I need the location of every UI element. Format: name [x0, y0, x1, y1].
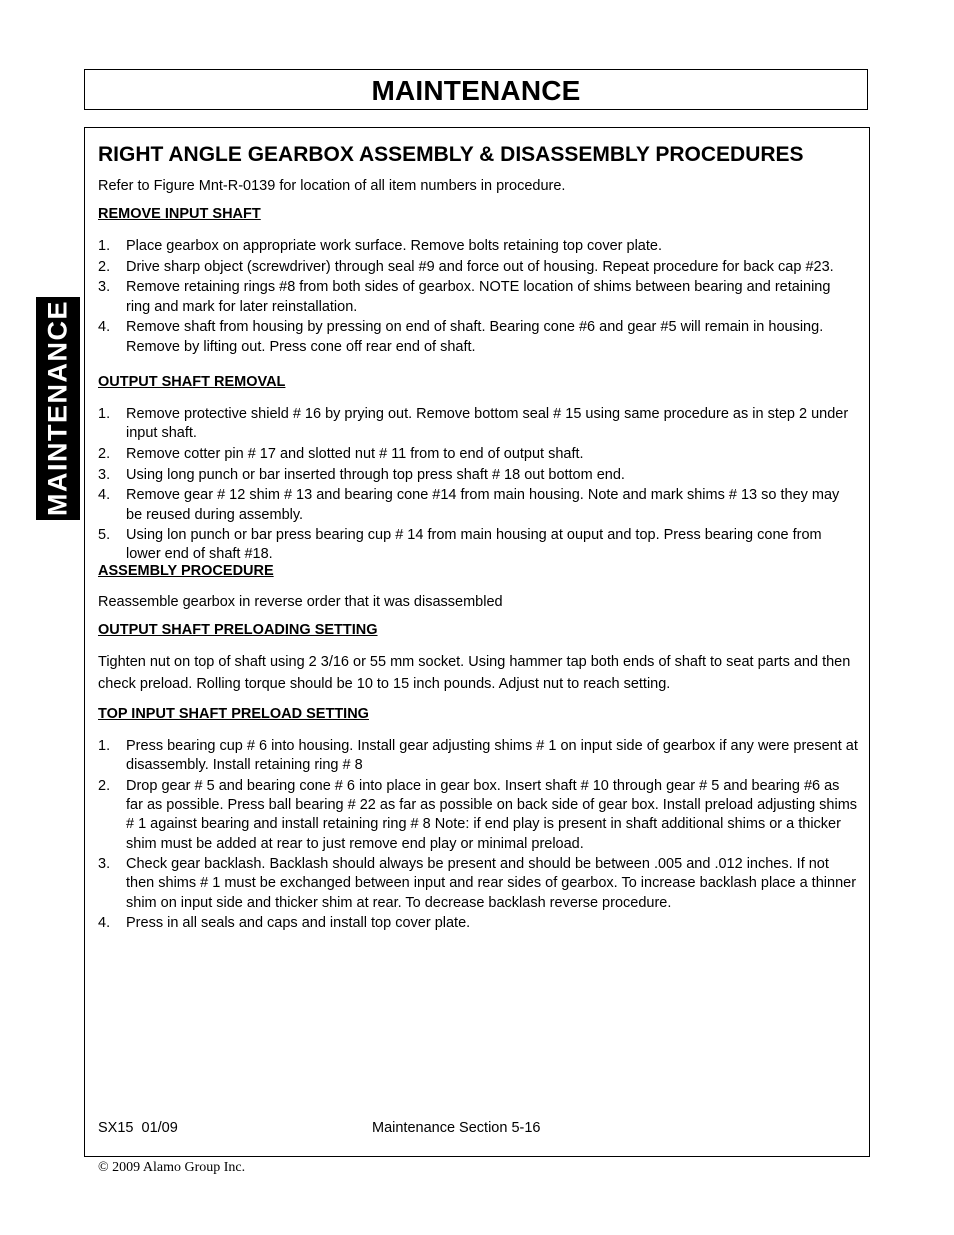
step-text: Using lon punch or bar press bearing cup # 14 from main housing at ouput and top. Press bearing cone from lower end of shaft #18. [126, 527, 822, 563]
footer-section-page: Maintenance Section 5-16 [372, 1120, 541, 1136]
list-item [98, 237, 858, 256]
step-number: 4. [98, 319, 111, 336]
step-number: 3. [98, 466, 111, 483]
step-number: 4. [98, 487, 111, 504]
step-text: Remove cotter pin # 17 and slotted nut # 11 from to end of output shaft. [126, 445, 584, 462]
step-text: Using long punch or bar inserted through top press shaft # 18 out bottom end. [126, 466, 625, 483]
list-item [98, 466, 858, 485]
step-text: Remove shaft from housing by pressing on end of shaft. Bearing cone #6 and gear #5 will remain in housing. Remove by lifting out. Press cone off rear end of shaft. [126, 319, 824, 355]
step-text: Remove protective shield # 16 by prying out. Remove bottom seal # 15 using same procedure as in step 2 under input shaft. [126, 406, 849, 442]
step-text: Check gear backlash. Backlash should always be present and should be between .005 and .012 inches. If not then shims # 1 must be exchanged between input and rear sides of gearbox. To increase backlash place a thinner shim on input side and thicker shim at rear. To decrease backlash reverse procedure. [126, 856, 857, 911]
intro-text: Refer to Figure Mnt-R-0139 for location of all item numbers in procedure. [98, 178, 566, 194]
step-text: Drive sharp object (screwdriver) through seal #9 and force out of housing. Repeat procedure for back cap #23. [126, 258, 834, 275]
top-input-shaft-preload-heading: TOP INPUT SHAFT PRELOAD SETTING [98, 706, 369, 722]
step-number: 5. [98, 527, 111, 544]
list-item [98, 855, 858, 913]
list-item [98, 445, 858, 464]
assembly-procedure-text: Reassemble gearbox in reverse order that it was disassembled [98, 594, 503, 610]
step-text: Press in all seals and caps and install top cover plate. [126, 915, 471, 932]
list-item [98, 486, 858, 524]
step-text: Remove retaining rings #8 from both sides of gearbox. NOTE location of shims between bearing and retaining ring and mark for later reinstallation. [126, 279, 831, 315]
step-number: 1. [98, 238, 111, 254]
output-shaft-removal-steps [98, 405, 858, 566]
side-tab-label: MAINTENANCE [42, 300, 73, 516]
footer-model-date: SX15 01/09 [98, 1120, 178, 1136]
step-number: 3. [98, 279, 111, 296]
step-text: Drop gear # 5 and bearing cone # 6 into place in gear box. Insert shaft # 10 through gear # 5 and bearing #6 as far as possible. Press ball bearing # 22 as far as possible on back side of gear box. Install preload adjusting shims # 1 against bearing and install retaining ring # 8 Note: if end play is present in shaft additional shims or a thicker shim must be added at rear to just remove end play or minimal preload. [126, 777, 858, 852]
page-header-box [84, 69, 868, 110]
list-item [98, 258, 858, 277]
page-header-title: MAINTENANCE [371, 75, 581, 106]
list-item [98, 914, 858, 933]
remove-input-shaft-heading: REMOVE INPUT SHAFT [98, 206, 261, 222]
list-item [98, 278, 858, 316]
list-item [98, 737, 858, 775]
step-text: Place gearbox on appropriate work surface. Remove bolts retaining top cover plate. [126, 238, 662, 254]
top-input-shaft-preload-steps [98, 737, 858, 935]
section-title: RIGHT ANGLE GEARBOX ASSEMBLY & DISASSEMBLY PROCEDURES [98, 143, 804, 166]
step-text: Remove gear # 12 shim # 13 and bearing cone #14 from main housing. Note and mark shims # 13 so they may be reused during assembly. [126, 487, 840, 523]
output-shaft-preloading-heading: OUTPUT SHAFT PRELOADING SETTING [98, 622, 378, 638]
copyright-notice: © 2009 Alamo Group Inc. [98, 1160, 246, 1175]
step-number: 1. [98, 406, 111, 422]
side-tab [36, 297, 80, 520]
step-number: 3. [98, 856, 111, 873]
output-shaft-preloading-text: Tighten nut on top of shaft using 2 3/16 or 55 mm socket. Using hammer tap both ends of shaft to seat parts and then check preload. Rolling torque should be 10 to 15 inch pounds. Adjust nut to reach setting. [98, 654, 851, 692]
step-number: 2. [98, 258, 111, 275]
step-text: Press bearing cup # 6 into housing. Install gear adjusting shims # 1 on input side of gearbox if any were present at disassembly. Install retaining ring # 8 [126, 738, 858, 774]
list-item [98, 526, 858, 564]
list-item [98, 405, 858, 443]
list-item [98, 318, 858, 356]
step-number: 2. [98, 445, 111, 462]
step-number: 4. [98, 915, 111, 932]
list-item [98, 777, 858, 854]
step-number: 2. [98, 777, 111, 794]
assembly-procedure-heading: ASSEMBLY PROCEDURE [98, 563, 274, 579]
output-shaft-removal-heading: OUTPUT SHAFT REMOVAL [98, 374, 286, 390]
step-number: 1. [98, 738, 111, 754]
remove-input-shaft-steps [98, 237, 858, 358]
